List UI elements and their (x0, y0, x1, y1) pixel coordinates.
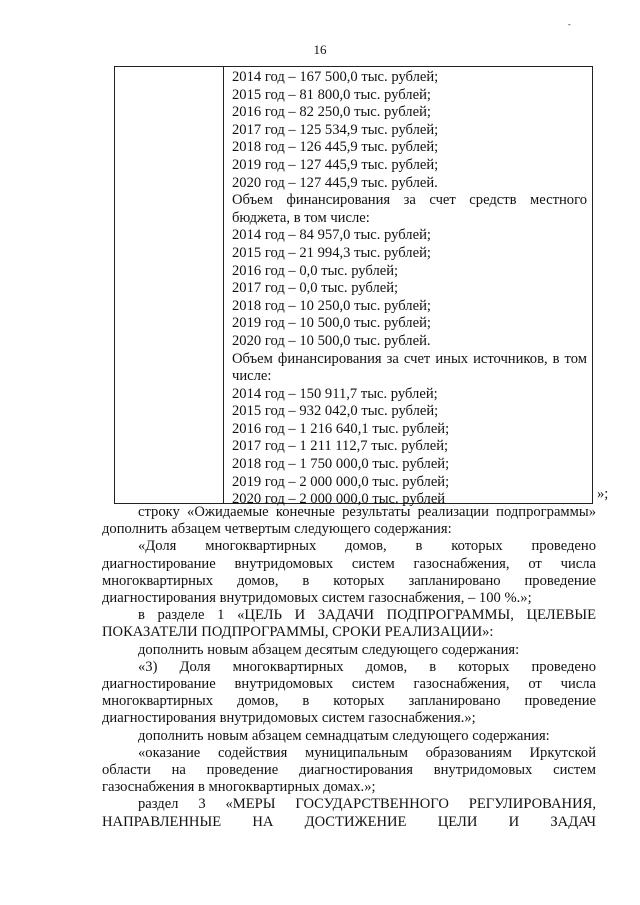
body-line: «оказание содействия муниципальным образованиям Иркутской (138, 744, 596, 761)
table-line: 2020 год – 127 445,9 тыс. рублей. (232, 174, 438, 191)
body-line: раздел 3 «МЕРЫ ГОСУДАРСТВЕННОГО РЕГУЛИРОВАНИЯ, (138, 796, 596, 813)
table-line: числе: (232, 368, 272, 385)
document-body (102, 504, 596, 831)
body-line: ПОКАЗАТЕЛИ ПОДПРОГРАММЫ, СРОКИ РЕАЛИЗАЦИИ»: (102, 624, 494, 641)
body-line: газоснабжения в многоквартирных домах.»; (102, 779, 376, 796)
body-line: дополнить абзацем четвертым следующего содержания: (102, 521, 452, 538)
body-line: НАПРАВЛЕННЫЕ НА ДОСТИЖЕНИЕ ЦЕЛИ И ЗАДАЧ (102, 813, 596, 830)
body-line: дополнить новым абзацем десятым следующего содержания: (138, 641, 520, 658)
table-line: 2019 год – 2 000 000,0 тыс. рублей; (232, 473, 450, 490)
table-line: 2018 год – 126 445,9 тыс. рублей; (232, 139, 439, 156)
table-line: 2018 год – 10 250,0 тыс. рублей; (232, 297, 431, 314)
body-line: строку «Ожидаемые конечные результаты реализации подпрограммы» (138, 504, 596, 520)
body-line: «3) Доля многоквартирных домов, в которых проведено (138, 658, 596, 675)
body-line: многоквартирных домов, в которых запланировано проведение (102, 693, 596, 710)
table-line: 2020 год – 2 000 000,0 тыс. рублей (232, 491, 446, 508)
table-line: 2014 год – 167 500,0 тыс. рублей; (232, 69, 439, 85)
table-line: 2018 год – 1 750 000,0 тыс. рублей; (232, 456, 450, 473)
table-column-divider (223, 67, 224, 503)
body-line: диагностирования внутридомовых систем газоснабжения.»; (102, 710, 476, 727)
table-line: 2019 год – 127 445,9 тыс. рублей; (232, 156, 439, 173)
body-line: диагностирования внутридомовых систем газоснабжения, – 100 %.»; (102, 590, 532, 607)
corner-mark: - (568, 20, 571, 29)
table-line: 2015 год – 81 800,0 тыс. рублей; (232, 86, 431, 103)
body-line: области на проведение диагностирования внутридомовых систем (102, 762, 596, 779)
table-line: 2015 год – 932 042,0 тыс. рублей; (232, 403, 439, 420)
table-line: 2014 год – 150 911,7 тыс. рублей; (232, 385, 438, 402)
table-line: 2020 год – 10 500,0 тыс. рублей. (232, 332, 431, 349)
table-line: 2014 год – 84 957,0 тыс. рублей; (232, 227, 431, 244)
table-line: Объем финансирования за счет средств местного (232, 192, 587, 209)
table-line: 2016 год – 1 216 640,1 тыс. рублей; (232, 420, 450, 437)
table-line: 2019 год – 10 500,0 тыс. рублей; (232, 315, 431, 332)
table-line: 2017 год – 1 211 112,7 тыс. рублей; (232, 438, 449, 455)
table-line: бюджета, в том числе: (232, 209, 370, 226)
table-line: Объем финансирования за счет иных источников, в том (232, 350, 587, 367)
table-line: 2016 год – 0,0 тыс. рублей; (232, 262, 399, 279)
table-closing-quote: »; (597, 486, 609, 502)
body-line: многоквартирных домов, в которых запланировано проведение (102, 572, 596, 589)
body-line: «Доля многоквартирных домов, в которых проведено (138, 538, 596, 555)
table-line: 2017 год – 125 534,9 тыс. рублей; (232, 121, 439, 138)
body-line: диагностирование внутридомовых систем газоснабжения, от числа (102, 555, 596, 572)
body-line: диагностирование внутридомовых систем газоснабжения, от числа (102, 676, 596, 693)
table-line: 2016 год – 82 250,0 тыс. рублей; (232, 104, 431, 121)
financing-table (114, 66, 593, 508)
body-line: дополнить новым абзацем семнадцатым следующего содержания: (138, 727, 550, 744)
table-line: 2017 год – 0,0 тыс. рублей; (232, 280, 399, 297)
page-number: 16 (313, 42, 327, 57)
table-line: 2015 год – 21 994,3 тыс. рублей; (232, 244, 431, 261)
body-line: в разделе 1 «ЦЕЛЬ И ЗАДАЧИ ПОДПРОГРАММЫ, ЦЕЛЕВЫЕ (138, 607, 596, 624)
table-cell-financing (232, 69, 587, 509)
